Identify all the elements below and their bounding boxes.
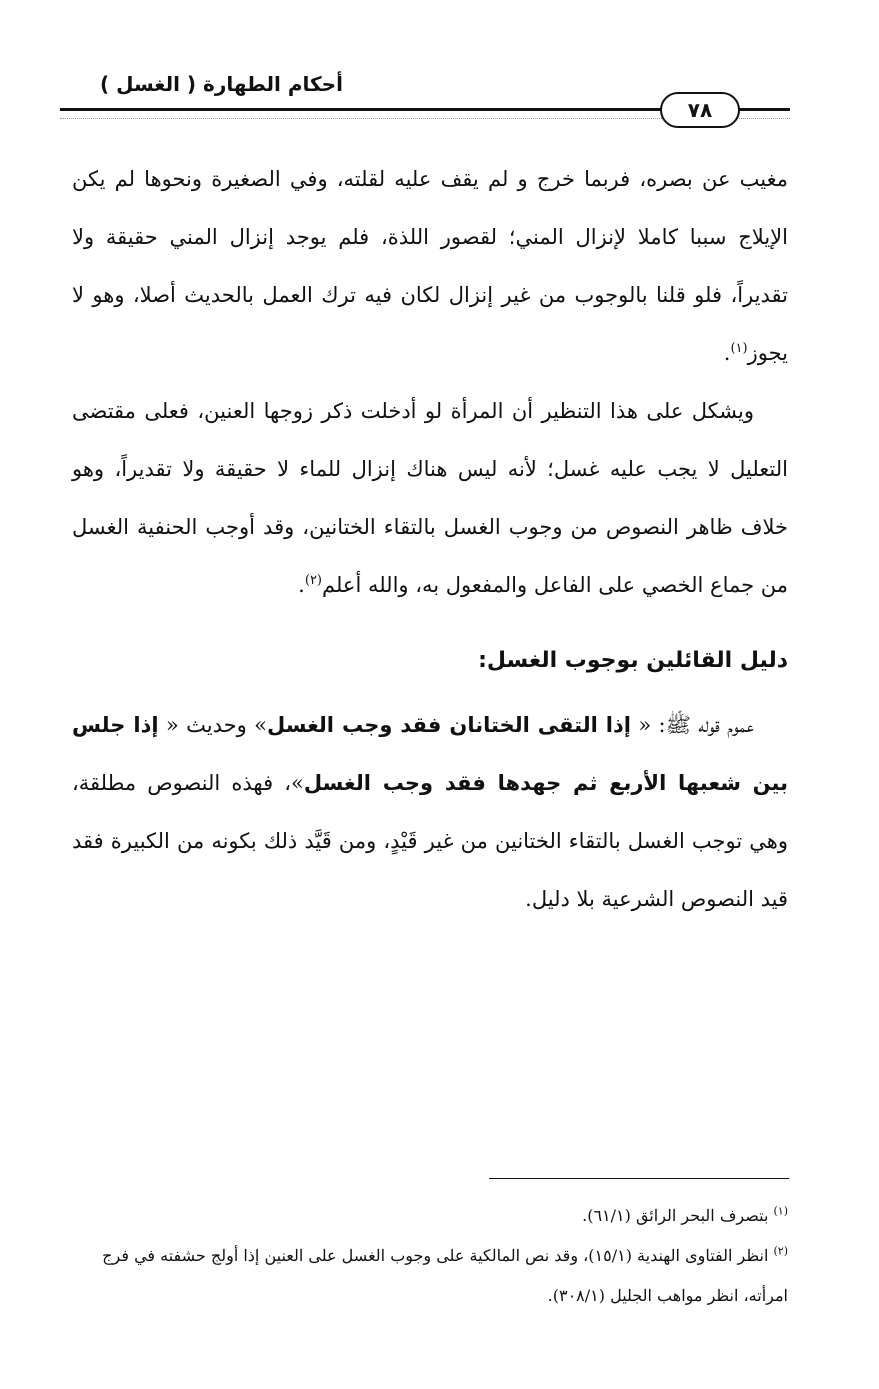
- paragraph-3: [72, 696, 788, 928]
- paragraph-2-text: ويشكل على هذا التنظير أن المرأة لو أدخلت ذكر زوجها العنين، فعلى مقتضى التعليل لا يجب عليه غسل؛ لأنه ليس هناك إنزال للماء لا حقيقة ولا تقديراً، وهو خلاف ظاهر النصوص من وجوب الغسل بالتقاء الختانين، وقد أوجب الحنفية الغسل من جماع الخصي على الفاعل والمفعول به، والله أعلم: [72, 399, 788, 597]
- page-header: [60, 66, 790, 126]
- footnote-ref-2: (٢): [304, 573, 322, 588]
- footnote-ref-1: (١): [730, 341, 748, 356]
- hadith-quote-2: إذا جلس بين شعبها الأربع ثم جهدها فقد وجب الغسل: [72, 713, 788, 795]
- footnote-2-text: انظر الفتاوى الهندية (١٥/١)، وقد نص المالكية على وجوب الغسل على العنين إذا أولج حشفته في فرج امرأته، انظر مواهب الجليل (٣٠٨/١).: [102, 1246, 788, 1305]
- footnotes: [72, 1196, 788, 1316]
- paragraph-3-intro: عموم قوله ﷺ: «: [630, 713, 754, 737]
- running-title: أحكام الطهارة ( الغسل ): [100, 72, 343, 96]
- footnote-separator: [489, 1178, 789, 1179]
- paragraph-3-mid: » وحديث «: [158, 713, 267, 737]
- paragraph-1-text: مغيب عن بصره، فربما خرج و لم يقف عليه لقلته، وفي الصغيرة ونحوها لم يكن الإيلاج سببا كاملا لإنزال المني؛ لقصور اللذة، فلم يوجد إنزال المني حقيقة ولا تقديراً، فلو قلنا بالوجوب من غير إنزال لكان فيه ترك العمل بالحديث أصلا، وهو لا يجوز: [72, 167, 788, 365]
- section-heading: دليل القائلين بوجوب الغسل:: [478, 648, 788, 673]
- paragraph-2: [72, 382, 788, 614]
- footnote-1-text: بتصرف البحر الرائق (٦١/١).: [582, 1206, 769, 1225]
- footnote-1-mark: (١): [773, 1204, 788, 1218]
- paragraph-2-end: .: [298, 573, 305, 597]
- paragraph-3-end: »، فهذه النصوص مطلقة، وهي توجب الغسل بالتقاء الختانين من غير قَيْدٍ، ومن قَيَّد ذلك بكونه من الكبيرة فقد قيد النصوص الشرعية بلا دليل.: [72, 771, 788, 911]
- main-text: [72, 150, 788, 928]
- footnote-2-mark: (٢): [773, 1244, 788, 1258]
- paragraph-1-end: .: [723, 341, 731, 365]
- footnote-1: [72, 1196, 788, 1236]
- page-number: ٧٨: [660, 92, 740, 128]
- footnote-2: [72, 1236, 788, 1316]
- hadith-quote-1: إذا التقى الختانان فقد وجب الغسل: [266, 713, 631, 737]
- paragraph-1: [72, 150, 788, 382]
